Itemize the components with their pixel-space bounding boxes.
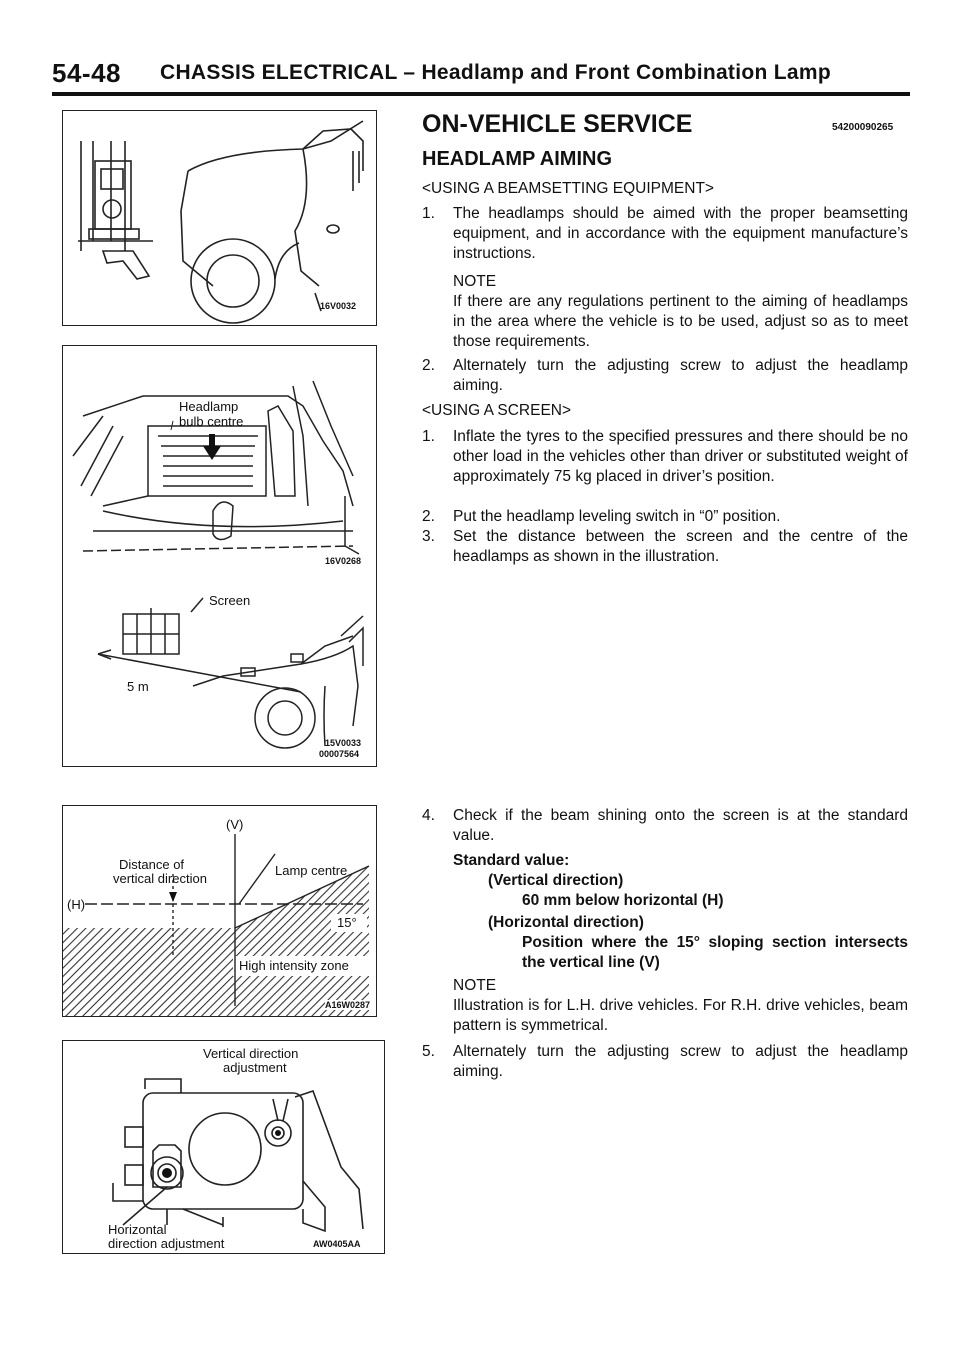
figure-code: 00007564 (319, 749, 360, 759)
step-text: Put the headlamp leveling switch in “0” position. (453, 508, 781, 525)
step-text: Set the distance between the screen and the centre of the headlamps as shown in the illustration. (453, 528, 908, 565)
step-number: 3. (422, 528, 435, 545)
step-number: 2. (422, 357, 435, 374)
figure-code: 16V0268 (325, 556, 362, 566)
label-direction-adjustment: direction adjustment (108, 1236, 225, 1251)
step-text: The headlamps should be aimed with the proper beamsetting equipment, and in accordance with the equipment manufacture’s instructions. (453, 205, 908, 262)
note-label: NOTE (453, 977, 497, 994)
label-v: (V) (226, 817, 244, 832)
page-number: 54-48 (52, 58, 121, 88)
label-vertical-direction: Vertical direction (203, 1046, 299, 1061)
label-high-intensity-zone: High intensity zone (239, 958, 349, 973)
beamsetter-illustration (63, 111, 376, 325)
horizontal-direction-label: (Horizontal direction) (488, 914, 644, 931)
label-horizontal: Horizontal (108, 1222, 167, 1237)
beam-pattern-diagram (63, 806, 376, 1016)
subsection-heading: HEADLAMP AIMING (422, 148, 612, 170)
label-adjustment: adjustment (223, 1060, 287, 1075)
figure-code: 15V0033 (325, 738, 362, 748)
figure-beam-pattern (62, 805, 377, 1017)
step-text: Inflate the tyres to the specified pressures and there should be no other load in the vehicles other than driver or substituted weight of approximately 75 kg placed in driver’s position. (453, 428, 908, 485)
label-distance-of: Distance of (119, 857, 185, 872)
illustration-note: Illustration is for L.H. drive vehicles. For R.H. drive vehicles, beam pattern is symmetrical. (453, 997, 908, 1034)
figure-adjusting-screws (62, 1040, 385, 1254)
label-vertical-direction: vertical direction (113, 871, 207, 886)
figure-code: A16W0287 (325, 1000, 371, 1010)
standard-value-label: Standard value: (453, 852, 570, 869)
page-header (52, 58, 910, 92)
step-number: 2. (422, 508, 435, 525)
horizontal-value: Position where the 15° sloping section intersects the vertical line (V) (522, 934, 908, 971)
label-headlamp: Headlamp (179, 399, 239, 414)
vertical-direction-label: (Vertical direction) (488, 872, 624, 889)
note-label: NOTE (453, 273, 497, 290)
label-angle: 15° (337, 915, 357, 930)
label-h: (H) (67, 897, 86, 912)
figure-beamsetting-equipment (62, 110, 377, 326)
section-heading: ON-VEHICLE SERVICE (422, 110, 693, 138)
step-number: 1. (422, 205, 435, 222)
beam-note: If there are any regulations pertinent to the aiming of headlamps in the area where the vehicle is to be used, adjust so as to meet those requirements. (453, 293, 908, 350)
beamsetting-heading: <USING A BEAMSETTING EQUIPMENT> (422, 180, 714, 197)
label-lamp-centre: Lamp centre (275, 863, 348, 878)
figure-headlamp-screen (62, 345, 377, 767)
label-bulb-centre: bulb centre (179, 414, 244, 429)
step-number: 4. (422, 807, 435, 824)
figure-code: AW0405AA (313, 1239, 361, 1249)
label-distance: 5 m (127, 679, 149, 694)
screen-heading: <USING A SCREEN> (422, 402, 572, 419)
step-text: Check if the beam shining onto the screen is at the standard value. (453, 807, 908, 844)
section-title: CHASSIS ELECTRICAL – Headlamp and Front Combination Lamp (160, 61, 831, 84)
step-number: 5. (422, 1043, 435, 1060)
document-id: 54200090265 (832, 122, 894, 133)
header-rule (52, 92, 910, 96)
figure-code: 16V0032 (320, 301, 357, 311)
step-text: Alternately turn the adjusting screw to adjust the headlamp aiming. (453, 1043, 908, 1080)
vertical-value: 60 mm below horizontal (H) (522, 892, 724, 909)
step-number: 1. (422, 428, 435, 445)
label-screen: Screen (209, 593, 251, 608)
step-text: Alternately turn the adjusting screw to adjust the headlamp aiming. (453, 357, 908, 394)
